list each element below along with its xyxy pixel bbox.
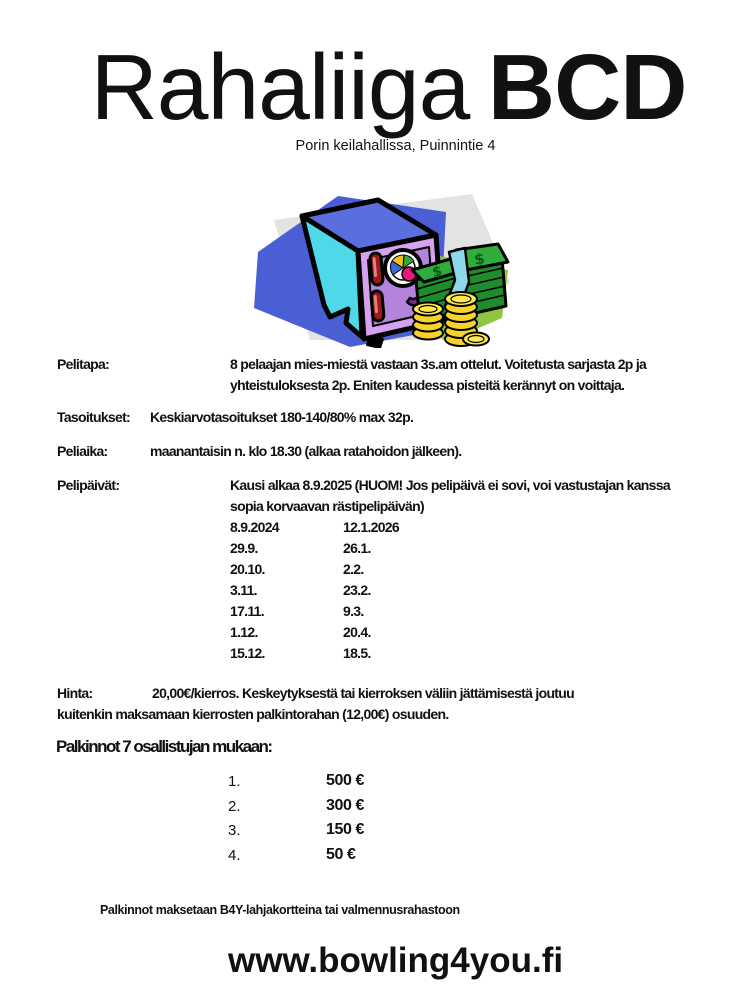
pelipaivat-label: Pelipäivät: — [57, 477, 120, 493]
game-dates-column-1 — [230, 517, 279, 664]
prize-amount: 500 € — [326, 772, 365, 789]
svg-text:$: $ — [430, 263, 444, 281]
prize-amount: 50 € — [326, 846, 356, 863]
prize-rank: 2. — [228, 798, 241, 815]
prizes-heading: Palkinnot 7 osallistujan mukaan: — [56, 737, 272, 756]
game-date: 3.11. — [230, 582, 257, 598]
hinta-line-2: kuitenkin maksamaan kierrosten palkintorahan (12,00€) osuuden. — [57, 706, 449, 722]
title-regular: Rahaliiga — [90, 35, 470, 139]
prize-amount: 300 € — [326, 797, 365, 814]
tasoitukset-text: Keskiarvotasoitukset 180-140/80% max 32p. — [150, 409, 414, 425]
prize-rank: 4. — [228, 847, 241, 864]
title-bold: BCD — [487, 35, 687, 139]
pelitapa-line-1: 8 pelaajan mies-miestä vastaan 3s.am ottelut. Voitetusta sarjasta 2p ja — [230, 356, 647, 372]
payout-note: Palkinnot maksetaan B4Y-lahjakortteina tai valmennusrahastoon — [100, 903, 460, 917]
website-url: www.bowling4you.fi — [228, 941, 564, 980]
svg-text:$: $ — [472, 249, 486, 269]
peliaika-text: maanantaisin n. klo 18.30 (alkaa ratahoidon jälkeen). — [150, 443, 462, 459]
prize-amount: 150 € — [326, 821, 365, 838]
safe-and-money-clipart — [252, 190, 532, 348]
game-date: 15.12. — [230, 645, 265, 661]
game-date: 18.5. — [343, 645, 371, 661]
pelitapa-label: Pelitapa: — [57, 356, 110, 372]
game-date: 2.2. — [343, 561, 364, 577]
prize-rank: 1. — [228, 773, 241, 790]
peliaika-label: Peliaika: — [57, 443, 108, 459]
pelipaivat-intro-1: Kausi alkaa 8.9.2025 (HUOM! Jos pelipäivä ei sovi, voi vastustajan kanssa — [230, 477, 670, 493]
game-date: 20.4. — [343, 624, 371, 640]
game-date: 17.11. — [230, 603, 264, 619]
pelipaivat-intro-2: sopia korvaavan rästipelipäivän) — [230, 498, 424, 514]
game-date: 20.10. — [230, 561, 265, 577]
pelitapa-line-2: yhteistuloksesta 2p. Eniten kaudessa pisteitä kerännyt on voittaja. — [230, 377, 625, 393]
game-dates-column-2 — [343, 517, 399, 664]
game-date: 8.9.2024 — [230, 519, 279, 535]
game-date: 23.2. — [343, 582, 371, 598]
prize-rank: 3. — [228, 822, 241, 839]
tasoitukset-label: Tasoitukset: — [57, 409, 131, 425]
game-date: 12.1.2026 — [343, 519, 399, 535]
venue-subtitle: Porin keilahallissa, Puinnintie 4 — [295, 138, 496, 154]
hinta-label: Hinta: — [57, 685, 93, 701]
game-date: 9.3. — [343, 603, 364, 619]
hinta-line-1: 20,00€/kierros. Keskeytyksestä tai kierroksen väliin jättämisestä joutuu — [152, 685, 574, 701]
game-date: 29.9. — [230, 540, 258, 556]
game-date: 26.1. — [343, 540, 371, 556]
game-date: 1.12. — [230, 624, 258, 640]
